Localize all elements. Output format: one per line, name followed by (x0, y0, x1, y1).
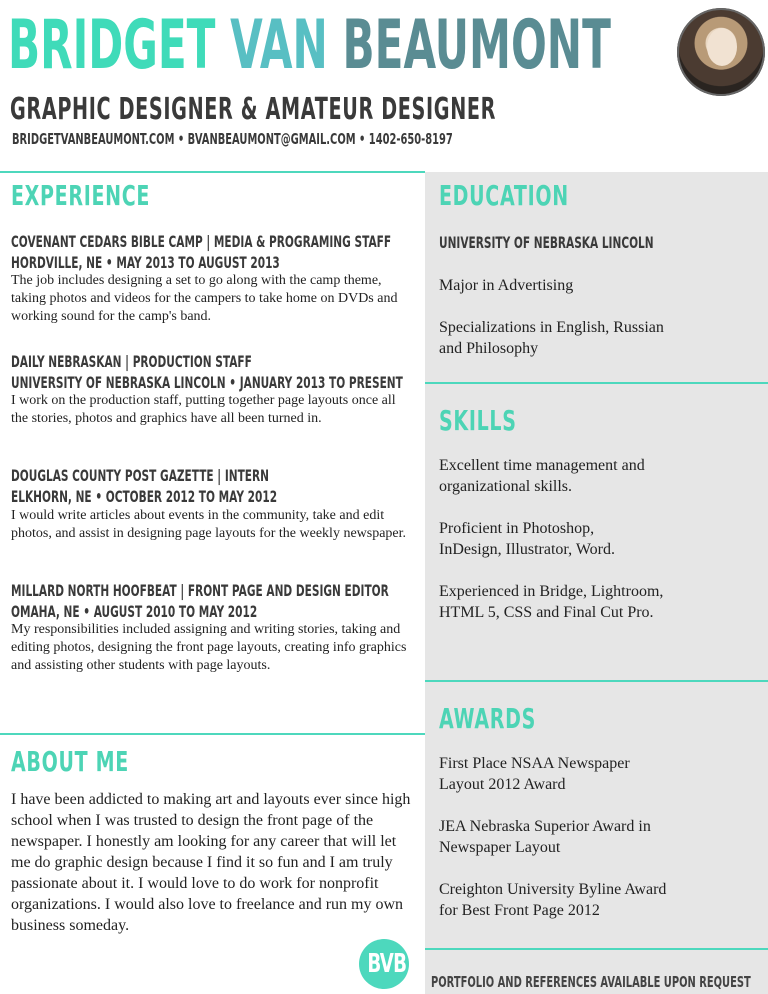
divider-top (0, 171, 425, 173)
skill-item: Excellent time management and organizational skills. (439, 457, 645, 495)
award-item: JEA Nebraska Superior Award in Newspaper Layout (439, 818, 651, 856)
education-major: Major in Advertising (439, 277, 574, 294)
job-3-meta: ELKHORN, NE • OCTOBER 2012 TO MAY 2012 (11, 487, 278, 506)
skill-item: Experienced in Bridge, Lightroom, HTML 5, CSS and Final Cut Pro. (439, 583, 664, 621)
job-3-description: I would write articles about events in the community, take and edit photos, and assist in designing page layouts for the weekly newspaper. (11, 508, 407, 541)
about-heading: ABOUT ME (11, 745, 129, 778)
education-heading: EDUCATION (439, 179, 569, 212)
job-1-meta: HORDVILLE, NE • MAY 2013 TO AUGUST 2013 (11, 253, 280, 272)
education-school: UNIVERSITY OF NEBRASKA LINCOLN (439, 233, 654, 252)
logo-text: BVB (367, 949, 407, 979)
awards-heading: AWARDS (439, 702, 537, 735)
job-4-description: My responsibilities included assigning and writing stories, taking and editing photos, designing the front page layouts, creating info graphics and assisting other students with page layouts. (11, 622, 407, 673)
job-4-meta: OMAHA, NE • AUGUST 2010 TO MAY 2012 (11, 602, 258, 621)
name-first: BRIDGET (8, 6, 216, 85)
job-1-description: The job includes designing a set to go along with the camp theme, taking photos and videos for the campers to take home on DVDs and working sound for the camp's band. (11, 273, 398, 324)
skill-item: Proficient in Photoshop, InDesign, Illustrator, Word. (439, 520, 615, 558)
skills-heading: SKILLS (439, 404, 517, 437)
name-middle: VAN (230, 6, 328, 85)
job-2-meta: UNIVERSITY OF NEBRASKA LINCOLN • JANUARY 2013 TO PRESENT (11, 373, 403, 392)
divider-footer (425, 948, 768, 950)
contact-line: BRIDGETVANBEAUMONT.COM • BVANBEAUMONT@GMAIL.COM • 1402-650-8197 (12, 130, 453, 148)
footer-note: PORTFOLIO AND REFERENCES AVAILABLE UPON REQUEST (431, 973, 751, 991)
job-4-title: MILLARD NORTH HOOFBEAT | FRONT PAGE AND DESIGN EDITOR (11, 581, 389, 600)
experience-heading: EXPERIENCE (11, 179, 151, 212)
job-1-title: COVENANT CEDARS BIBLE CAMP | MEDIA & PROGRAMING STAFF (11, 232, 392, 251)
education-specializations: Specializations in English, Russian and Philosophy (439, 319, 664, 357)
full-name (8, 4, 611, 88)
profile-photo (677, 8, 765, 96)
divider-about (0, 733, 425, 735)
divider-edu-skills (425, 382, 768, 384)
award-item: First Place NSAA Newspaper Layout 2012 Award (439, 755, 630, 793)
divider-skills-awards (425, 680, 768, 682)
job-2-description: I work on the production staff, putting together page layouts once all the stories, photos and graphics have all been turned in. (11, 393, 396, 426)
bvb-logo (359, 939, 409, 989)
award-item: Creighton University Byline Award for Best Front Page 2012 (439, 881, 667, 919)
about-text: I have been addicted to making art and layouts ever since high school when I was trusted to design the front page of the newspaper. I honestly am looking for any career that will let me do graphic design because I find it so fun and I am truly passionate about it. I would love to do work for nonprofit organizations. I would also love to freelance and run my own business someday. (11, 791, 411, 934)
job-subtitle: GRAPHIC DESIGNER & AMATEUR DESIGNER (10, 92, 497, 127)
job-2-title: DAILY NEBRASKAN | PRODUCTION STAFF (11, 352, 252, 371)
name-last: BEAUMONT (342, 6, 611, 85)
job-3-title: DOUGLAS COUNTY POST GAZETTE | INTERN (11, 466, 269, 485)
